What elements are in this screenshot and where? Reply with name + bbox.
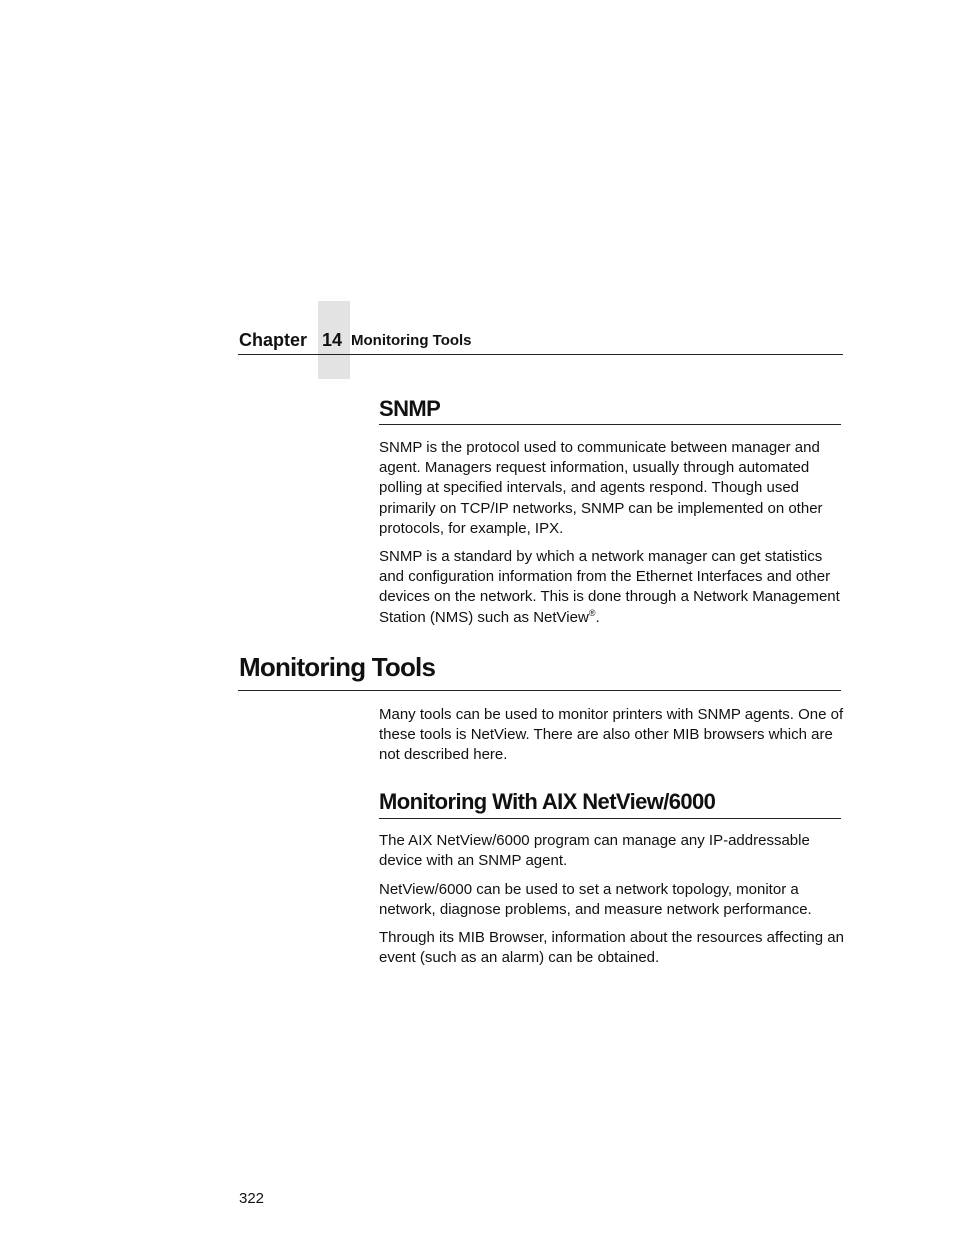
page-number: 322 bbox=[239, 1190, 265, 1207]
chapter-title: Monitoring Tools bbox=[351, 332, 472, 349]
aix-netview-heading: Monitoring With AIX NetView/6000 bbox=[379, 789, 716, 814]
snmp-heading: SNMP bbox=[379, 396, 441, 421]
snmp-paragraph-2 bbox=[379, 547, 845, 628]
snmp-paragraph-1: SNMP is the protocol used to communicate between manager and agent. Managers request information, usually through automated polling at specified intervals, and agents respond. Though used primarily on TCP/IP networks, SNMP can be implemented on other protocols, for example, IPX. bbox=[379, 439, 823, 537]
monitoring-tools-heading-rule bbox=[238, 690, 841, 691]
snmp-paragraph-2-end: . bbox=[595, 608, 600, 626]
monitoring-tools-heading: Monitoring Tools bbox=[239, 652, 436, 682]
registered-mark: ® bbox=[588, 607, 596, 618]
aix-netview-paragraph-3: Through its MIB Browser, information about the resources affecting an event (such as an alarm) can be obtained. bbox=[379, 929, 844, 967]
monitoring-tools-paragraph: Many tools can be used to monitor printers with SNMP agents. One of these tools is NetView. There are also other MIB browsers which are not described here. bbox=[379, 706, 844, 764]
aix-netview-paragraph-2: NetView/6000 can be used to set a network topology, monitor a network, diagnose problems, and measure network performance. bbox=[379, 881, 812, 919]
header-rule bbox=[238, 354, 843, 355]
aix-netview-heading-rule bbox=[379, 818, 841, 819]
aix-netview-paragraph-1: The AIX NetView/6000 program can manage any IP-addressable device with an SNMP agent. bbox=[379, 832, 810, 870]
chapter-number: 14 bbox=[322, 330, 343, 350]
snmp-heading-rule bbox=[379, 424, 841, 425]
snmp-paragraph-2-text: SNMP is a standard by which a network manager can get statistics and configuration information from the Ethernet Interfaces and other devices on the network. This is done through a Network Management Station (NMS) such as NetView bbox=[379, 548, 840, 626]
chapter-label: Chapter bbox=[239, 330, 308, 350]
